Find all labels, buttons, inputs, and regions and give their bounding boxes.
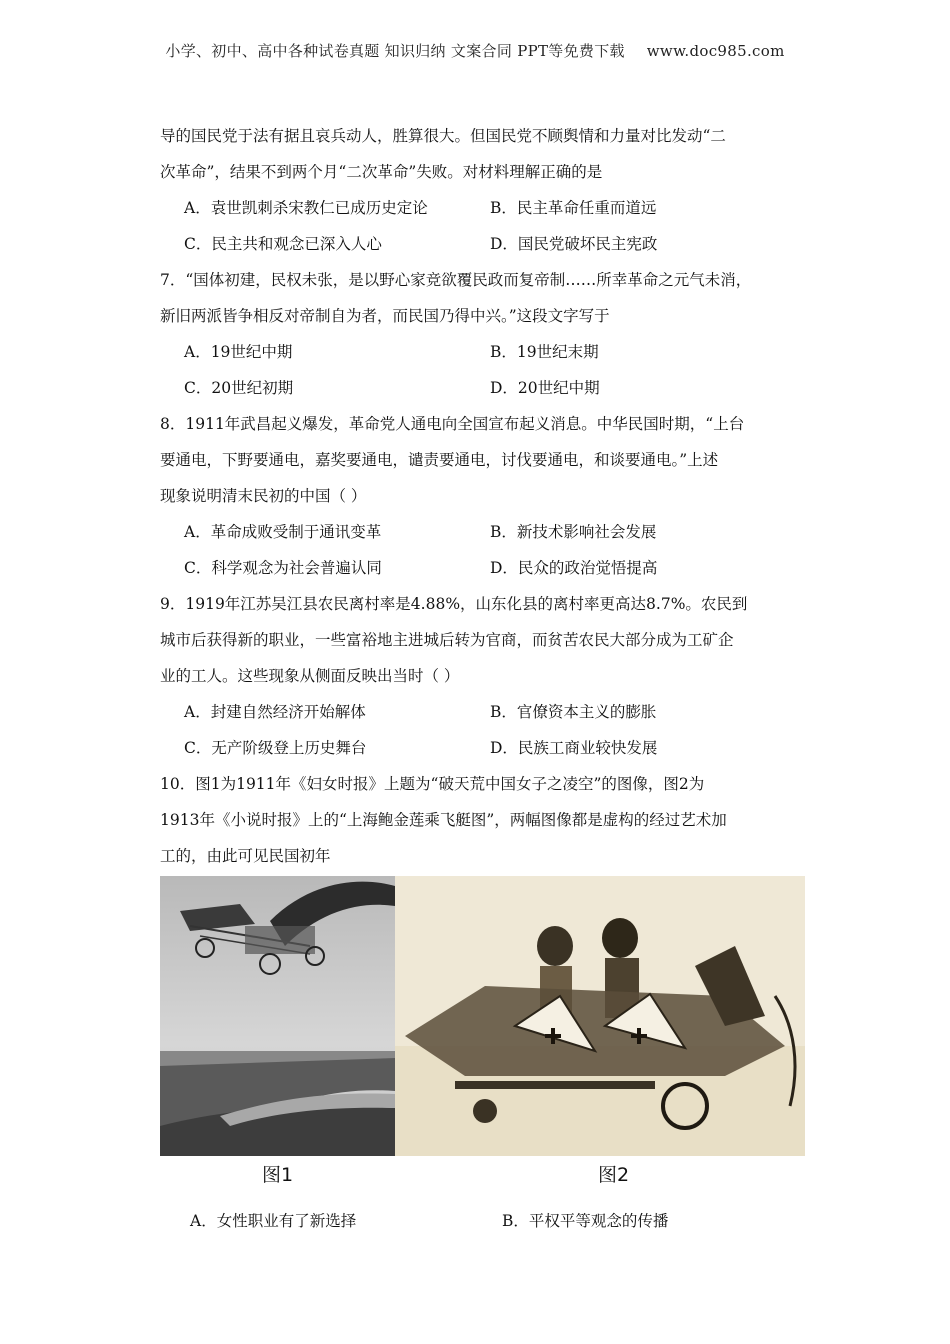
q9-option-c[interactable]: C．无产阶级登上历史舞台: [184, 739, 367, 757]
figure-1-image: [160, 876, 395, 1156]
figure-2-illustration: [395, 876, 805, 1156]
q10-option-a[interactable]: A．女性职业有了新选择: [190, 1212, 357, 1230]
figure-2-caption: 图2: [598, 1164, 630, 1186]
q10-options-row1: [184, 1203, 824, 1239]
q9-option-b[interactable]: B．官僚资本主义的膨胀: [490, 703, 657, 721]
figure-2-image: [395, 876, 805, 1156]
q8-option-d[interactable]: D．民众的政治觉悟提高: [490, 559, 658, 577]
q6-option-d[interactable]: D．国民党破坏民主宪政: [490, 235, 658, 253]
q9-line3: 业的工人。这些现象从侧面反映出当时（ ）: [160, 667, 460, 685]
q6-options-row2: [160, 226, 810, 262]
q7-option-a[interactable]: A．19世纪中期: [184, 343, 293, 361]
q6-option-a[interactable]: A．袁世凯刺杀宋教仁已成历史定论: [184, 199, 428, 217]
figure-1-caption: 图1: [262, 1164, 294, 1186]
header-text: 小学、初中、高中各种试卷真题 知识归纳 文案合同 PPT等免费下载: [165, 42, 625, 60]
q7-options-row1: [160, 334, 810, 370]
q7-options-row2: [160, 370, 810, 406]
q8-option-a[interactable]: A．革命成败受制于通讯变革: [184, 523, 382, 541]
q10-line2: 1913年《小说时报》上的“上海鲍金莲乘飞艇图”，两幅图像都是虚构的经过艺术加: [160, 811, 727, 829]
q8-option-b[interactable]: B．新技术影响社会发展: [490, 523, 657, 541]
q7-option-d[interactable]: D．20世纪中期: [490, 379, 600, 397]
figure-1-illustration: [160, 876, 395, 1156]
q10-figures: [160, 876, 805, 1156]
q7-line1: 7．“国体初建，民权未张，是以野心家竞欲覆民政而复帝制……所幸革命之元气未消，: [160, 271, 752, 289]
q8-line1: 8．1911年武昌起义爆发，革命党人通电向全国宣布起义消息。中华民国时期，“上台: [160, 415, 745, 433]
q6-line2: 次革命”，结果不到两个月“二次革命”失败。对材料理解正确的是: [160, 163, 603, 181]
q9-option-d[interactable]: D．民族工商业较快发展: [490, 739, 658, 757]
q8-options-row2: [160, 550, 810, 586]
question-content: [160, 118, 810, 874]
q8-line2: 要通电，下野要通电，嘉奖要通电，谴责要通电，讨伐要通电，和谈要通电。”上述: [160, 451, 719, 469]
q6-option-b[interactable]: B．民主革命任重而道远: [490, 199, 657, 217]
q9-line1: 9．1919年江苏吴江县农民离村率是4.88%，山东化县的离村率更高达8.7%。农民到: [160, 595, 748, 613]
q9-options-row1: [160, 694, 810, 730]
q9-options-row2: [160, 730, 810, 766]
q9-line2: 城市后获得新的职业，一些富裕地主进城后转为官商，而贫苦农民大部分成为工矿企: [160, 631, 734, 649]
q8-option-c[interactable]: C．科学观念为社会普遍认同: [184, 559, 382, 577]
q7-option-c[interactable]: C．20世纪初期: [184, 379, 294, 397]
q9-option-a[interactable]: A．封建自然经济开始解体: [184, 703, 366, 721]
q10-option-b[interactable]: B．平权平等观念的传播: [502, 1212, 669, 1230]
q8-line3: 现象说明清末民初的中国（ ）: [160, 487, 367, 505]
q6-options-row1: [160, 190, 810, 226]
q7-option-b[interactable]: B．19世纪末期: [490, 343, 599, 361]
q6-line1: 导的国民党于法有据且哀兵动人，胜算很大。但国民党不顾舆情和力量对比发动“二: [160, 127, 726, 145]
header-site-link[interactable]: www.doc985.com: [646, 42, 785, 60]
page-header: [0, 40, 950, 61]
q6-option-c[interactable]: C．民主共和观念已深入人心: [184, 235, 382, 253]
q10-line1: 10．图1为1911年《妇女时报》上题为“破天荒中国女子之凌空”的图像，图2为: [160, 775, 705, 793]
q7-line2: 新旧两派皆争相反对帝制自为者，而民国乃得中兴。”这段文字写于: [160, 307, 610, 325]
q10-line3: 工的，由此可见民国初年: [160, 847, 331, 865]
q8-options-row1: [160, 514, 810, 550]
